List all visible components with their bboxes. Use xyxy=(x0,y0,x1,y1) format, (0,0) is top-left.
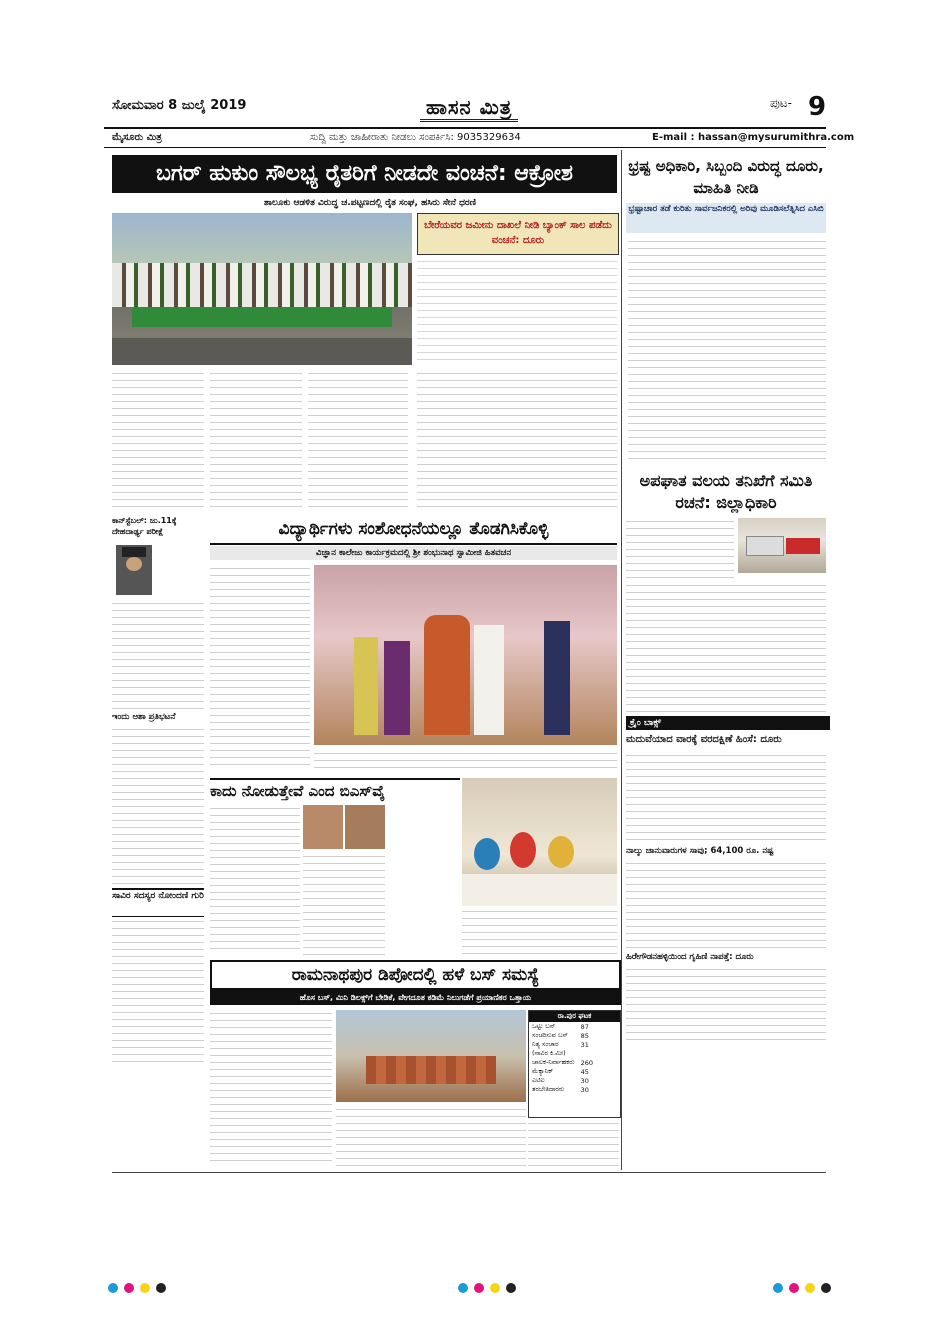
students-text-col1 xyxy=(210,565,310,770)
members-text xyxy=(112,918,204,1068)
magenta-dot xyxy=(124,1283,134,1293)
cyan-dot xyxy=(773,1283,783,1293)
depot-facts-title: ರಾ.ಪುರ ಘಟಕ xyxy=(529,1011,620,1022)
table-row xyxy=(529,1085,596,1094)
black-dot xyxy=(821,1283,831,1293)
hat xyxy=(122,547,146,557)
crime-box-label: ಕ್ರೈಂ ಬಾಕ್ಸ್ xyxy=(626,716,830,730)
exhibit-pot-1 xyxy=(474,838,500,870)
face xyxy=(126,557,142,571)
lead-headline: ಬಗರ್ ಹುಕುಂ ಸೌಲಭ್ಯ ರೈತರಿಗೆ ನೀಡದೇ ವಂಚನೆ: ಆಕ್ರೋಶ xyxy=(112,155,617,193)
accident-text-side xyxy=(626,518,734,578)
fact-value xyxy=(578,1049,596,1058)
bottom-rule xyxy=(112,1172,826,1173)
depot-facts-table xyxy=(529,1022,596,1094)
fact-value: 30 xyxy=(580,1076,589,1085)
loan-fraud-text xyxy=(417,258,617,366)
loan-fraud-title: ಬೇರೆಯವರ ಜಮೀನು ದಾಖಲೆ ನೀಡಿ ಬ್ಯಾಂಕ್ ಸಾಲ ಪಡೆದು ವಂಚನೆ: ದೂರು xyxy=(424,220,612,246)
exhibit-pot-3 xyxy=(548,836,574,868)
students-subhead: ವಿಜ್ಞಾನ ಕಾಲೇಜು ಕಾರ್ಯಕ್ರಮದಲ್ಲಿ ಶ್ರೀ ಶಂಭುನಾಥ ಸ್ವಾಮೀಜಿ ಹಿತವಚನ xyxy=(210,546,617,560)
black-dot xyxy=(156,1283,166,1293)
fact-label: ನಿತ್ಯ ಸಂಚಾರ xyxy=(532,1040,559,1048)
members-title: ಸಾವಿರ ಸದಸ್ಯರ ನೋಂದಣಿ ಗುರಿ xyxy=(112,888,204,917)
magenta-dot xyxy=(474,1283,484,1293)
magenta-dot xyxy=(789,1283,799,1293)
column-divider xyxy=(621,150,622,1170)
crowd xyxy=(112,263,412,307)
bus-subhead: ಹೊಸ ಬಸ್, ಮಿನಿ ಡಿಲಕ್ಸ್‌ಗೆ ಬೇಡಿಕೆ, ವೇಗದೂತ ಕಡಿಮೆ ನಿಲುಗಡೆಗೆ ಪ್ರಯಾಣಿಕರ ಒತ್ತಾಯ xyxy=(210,990,621,1005)
bus-text-col2 xyxy=(336,1106,526,1166)
email-line: E-mail : hassan@mysurumithra.com xyxy=(652,132,855,143)
college-event-photo xyxy=(314,565,617,745)
guest-figure-1 xyxy=(474,625,504,735)
fact-value: 260 xyxy=(580,1058,594,1067)
contact-line: ಸುದ್ದಿ ಮತ್ತು ಜಾಹೀರಾತು ನೀಡಲು ಸಂಪರ್ಕಿಸಿ: 9035329634 xyxy=(310,132,521,143)
fact-label: ಸಂಚರಿಸುವ ಬಸ್ xyxy=(532,1031,568,1039)
exhibition-photo xyxy=(462,778,617,906)
page-number: 9 xyxy=(808,92,827,122)
color-registration-right xyxy=(770,1278,834,1297)
table-row xyxy=(529,1022,596,1031)
fact-label: (ಸಾವಿರ ಕಿ.ಮೀ) xyxy=(532,1049,566,1057)
guest-figure-3 xyxy=(354,637,378,735)
theft-headline: ನಾಲ್ಕು ಜಾನುವಾರುಗಳ ಸಾವು; 64,100 ರೂ. ನಷ್ಟ xyxy=(626,846,774,856)
acb-text xyxy=(628,238,826,463)
fact-label: ಚಾಲಕ-ನಿರ್ವಾಹಕರು xyxy=(532,1058,575,1066)
bus-text-col3 xyxy=(528,1120,619,1166)
constable-text xyxy=(112,600,204,710)
fact-label: ಒಟ್ಟು ಬಸ್ xyxy=(532,1022,556,1030)
bus-headline: ರಾಮನಾಥಪುರ ಡಿಪೋದಲ್ಲಿ ಹಳೆ ಬಸ್ ಸಮಸ್ಯೆ xyxy=(210,960,621,990)
constable-illustration xyxy=(116,545,152,595)
bsy-text-col1 xyxy=(210,805,300,955)
bus-depot-photo xyxy=(336,1010,526,1102)
brand-name: ಮೈಸೂರು ಮಿತ್ರ xyxy=(112,132,162,143)
fact-value: 85 xyxy=(580,1031,589,1040)
road xyxy=(112,338,412,365)
fact-label: ಎಟಿಐ xyxy=(532,1076,545,1084)
constable-title: ಕಾನ್‌ಸ್ಟೆಬಲ್: ಜು.11ಕ್ಕೆ ದೇಹದಾರ್ಢ್ಯ ಪರೀಕ್ಷೆ xyxy=(112,516,177,536)
exhibit-table xyxy=(462,874,617,906)
guest-figure-4 xyxy=(384,641,410,735)
bsy-portrait-1 xyxy=(303,805,343,849)
masthead-rule xyxy=(104,127,826,129)
color-registration-left xyxy=(105,1278,169,1297)
cyan-dot xyxy=(458,1283,468,1293)
acb-headline: ಭ್ರಷ್ಟ ಅಧಿಕಾರಿ, ಸಿಬ್ಬಂದಿ ವಿರುದ್ಧ ದೂರು, ಮಾಹಿತಿ ನೀಡಿ xyxy=(628,157,824,197)
swamiji-figure xyxy=(424,615,470,735)
asha-text xyxy=(112,726,204,884)
table-row xyxy=(529,1076,596,1085)
table-row xyxy=(529,1031,596,1040)
page-label: ಪುಟ- xyxy=(770,96,792,110)
students-text-bottom xyxy=(314,750,617,774)
cyan-dot xyxy=(108,1283,118,1293)
table-row xyxy=(529,1049,596,1058)
lead-text-col2 xyxy=(210,370,302,510)
table-row xyxy=(529,1040,596,1049)
accident-text xyxy=(626,582,826,712)
issue-date: ಸೋಮವಾರ 8 ಜುಲೈ 2019 xyxy=(112,98,247,113)
crime-text-1 xyxy=(626,752,826,840)
color-registration-center xyxy=(455,1278,519,1297)
accident-photo xyxy=(738,518,826,573)
yellow-dot xyxy=(805,1283,815,1293)
bsy-portrait-2 xyxy=(345,805,385,849)
exhibit-pot-2 xyxy=(510,832,536,868)
crime-headline: ಮದುವೆಯಾದ ವಾರಕ್ಕೆ ವರದಕ್ಷಿಣೆ ಹಿಂಸೆ: ದೂರು xyxy=(626,734,782,745)
acb-subhead: ಭ್ರಷ್ಟಾಚಾರ ತಡೆ ಕುರಿತು ಸಾರ್ವಜನಿಕರಲ್ಲಿ ಅರಿವು ಮೂಡಿಸಲೆತ್ನಿಸಿದ ಎಸಿಬಿ xyxy=(626,203,826,233)
missing-text xyxy=(626,966,826,1044)
theft-text xyxy=(626,860,826,950)
yellow-dot xyxy=(140,1283,150,1293)
fact-value: 30 xyxy=(580,1085,589,1094)
fact-value: 31 xyxy=(580,1040,589,1049)
fact-value: 45 xyxy=(580,1067,589,1076)
car-white xyxy=(746,536,784,556)
bsy-headline: ಕಾದು ನೋಡುತ್ತೇವೆ ಎಂದ ಬಿಎಸ್‌ವೈ xyxy=(210,778,460,802)
lead-subhead: ತಾಲೂಕು ಆಡಳಿತ ವಿರುದ್ಧ ಚ.ಪಟ್ಟಣದಲ್ಲಿ ರೈತ ಸಂಘ, ಹಸಿರು ಸೇನೆ ಧರಣಿ xyxy=(263,198,477,208)
lead-text-col3 xyxy=(308,370,408,510)
guest-figure-2 xyxy=(544,621,570,735)
yellow-dot xyxy=(490,1283,500,1293)
fact-label: ತರಬೇತಿದಾರರು xyxy=(532,1085,565,1093)
lead-text-col4 xyxy=(417,370,617,510)
lead-text-col1 xyxy=(112,370,204,510)
bsy-text-col2 xyxy=(303,853,385,955)
fact-label: ಮೆಕ್ಯಾನಿಕ್ xyxy=(532,1067,554,1075)
missing-headline: ಹಿರೇಗೌಡನಹಳ್ಳಿಯಿಂದ ಗೃಹಿಣಿ ನಾಪತ್ತೆ: ದೂರು xyxy=(626,952,754,962)
fact-value: 87 xyxy=(580,1022,589,1031)
newspaper-title: ಹಾಸನ ಮಿತ್ರ xyxy=(420,95,518,122)
depot-facts-box xyxy=(528,1010,621,1118)
brick-wall xyxy=(366,1056,496,1084)
loan-fraud-box xyxy=(417,213,619,255)
students-headline: ವಿದ್ಯಾರ್ಥಿಗಳು ಸಂಶೋಧನೆಯಲ್ಲೂ ತೊಡಗಿಸಿಕೊಳ್ಳಿ xyxy=(210,515,617,545)
exhibition-caption xyxy=(462,908,617,954)
table-row xyxy=(529,1058,596,1067)
table-row xyxy=(529,1067,596,1076)
car-red xyxy=(786,538,820,554)
black-dot xyxy=(506,1283,516,1293)
accident-headline: ಅಪಘಾತ ವಲಯ ತನಿಖೆಗೆ ಸಮಿತಿ ರಚನೆ: ಜಿಲ್ಲಾಧಿಕಾರಿ xyxy=(639,471,813,512)
farmers-protest-photo xyxy=(112,213,412,365)
asha-protest-title: ಇಂದು ಆಶಾ ಪ್ರತಿಭಟನೆ xyxy=(112,712,176,722)
bus-text-col1 xyxy=(210,1010,332,1165)
contact-rule xyxy=(104,147,826,148)
